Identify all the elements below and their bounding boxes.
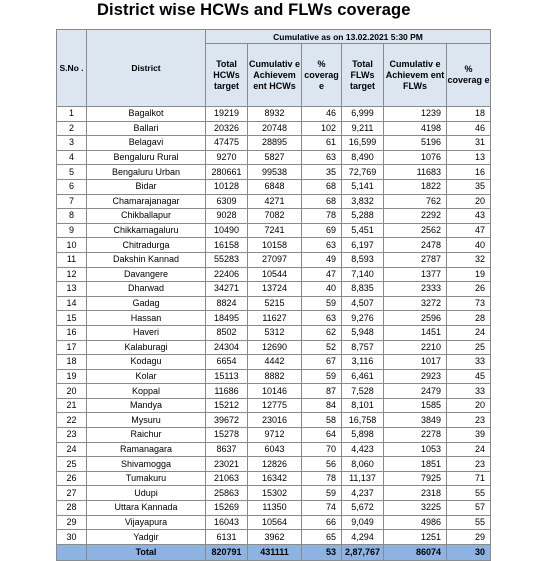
cell-hcw-target: 9028 <box>206 209 248 224</box>
table-row <box>57 398 491 413</box>
cell-hcw-coverage: 84 <box>302 398 342 413</box>
table-row <box>57 165 491 180</box>
cell-flw-achieved: 2787 <box>384 252 447 267</box>
cell-hcw-achieved: 15302 <box>248 486 302 501</box>
total-hcw-coverage: 53 <box>302 544 342 560</box>
cell-hcw-achieved: 28895 <box>248 136 302 151</box>
table-row <box>57 267 491 282</box>
cell-flw-coverage: 28 <box>447 311 491 326</box>
cell-hcw-target: 11686 <box>206 384 248 399</box>
cell-flw-coverage: 45 <box>447 369 491 384</box>
cell-flw-coverage: 16 <box>447 165 491 180</box>
coverage-table-wrapper <box>56 29 491 561</box>
cell-flw-coverage: 23 <box>447 413 491 428</box>
cell-hcw-target: 34271 <box>206 282 248 297</box>
table-row <box>57 238 491 253</box>
cell-sno: 19 <box>57 369 87 384</box>
cell-flw-target: 9,276 <box>342 311 384 326</box>
cell-hcw-coverage: 69 <box>302 223 342 238</box>
cell-sno: 17 <box>57 340 87 355</box>
table-row <box>57 282 491 297</box>
cell-hcw-coverage: 78 <box>302 209 342 224</box>
total-hcw-achieved: 431111 <box>248 544 302 560</box>
cell-flw-achieved: 11683 <box>384 165 447 180</box>
cell-flw-achieved: 2596 <box>384 311 447 326</box>
total-flw-target: 2,87,767 <box>342 544 384 560</box>
cell-hcw-coverage: 52 <box>302 340 342 355</box>
cell-flw-achieved: 4986 <box>384 515 447 530</box>
table-row <box>57 311 491 326</box>
cell-hcw-coverage: 56 <box>302 457 342 472</box>
cell-district: Shivamogga <box>87 457 206 472</box>
cell-flw-target: 8,490 <box>342 150 384 165</box>
cell-hcw-achieved: 7082 <box>248 209 302 224</box>
cell-flw-coverage: 46 <box>447 121 491 136</box>
cell-hcw-achieved: 3962 <box>248 530 302 545</box>
total-flw-coverage: 30 <box>447 544 491 560</box>
cell-hcw-achieved: 4442 <box>248 355 302 370</box>
cell-hcw-coverage: 87 <box>302 384 342 399</box>
cell-sno: 16 <box>57 325 87 340</box>
cell-district: Bagalkot <box>87 107 206 122</box>
cell-district: Bengaluru Rural <box>87 150 206 165</box>
cell-hcw-achieved: 11627 <box>248 311 302 326</box>
header-hcw-coverage: % coverag e <box>302 44 342 107</box>
cell-sno: 15 <box>57 311 87 326</box>
cell-flw-achieved: 2923 <box>384 369 447 384</box>
cell-hcw-achieved: 4271 <box>248 194 302 209</box>
page-title: District wise HCWs and FLWs coverage <box>97 1 411 19</box>
cell-sno: 29 <box>57 515 87 530</box>
cell-district: Davangere <box>87 267 206 282</box>
cell-flw-coverage: 24 <box>447 325 491 340</box>
cell-flw-target: 3,832 <box>342 194 384 209</box>
cell-hcw-coverage: 74 <box>302 501 342 516</box>
cell-hcw-target: 19219 <box>206 107 248 122</box>
header-sno: S.No . <box>57 30 87 107</box>
cell-flw-target: 6,999 <box>342 107 384 122</box>
cell-flw-achieved: 1076 <box>384 150 447 165</box>
cell-flw-coverage: 47 <box>447 223 491 238</box>
cell-flw-target: 16,599 <box>342 136 384 151</box>
cell-flw-target: 5,948 <box>342 325 384 340</box>
cell-hcw-coverage: 35 <box>302 165 342 180</box>
cell-district: Tumakuru <box>87 471 206 486</box>
table-row <box>57 194 491 209</box>
cell-flw-target: 8,060 <box>342 457 384 472</box>
cell-hcw-target: 8824 <box>206 296 248 311</box>
cell-flw-target: 7,528 <box>342 384 384 399</box>
cell-flw-achieved: 7925 <box>384 471 447 486</box>
cell-hcw-target: 15113 <box>206 369 248 384</box>
cell-hcw-target: 9270 <box>206 150 248 165</box>
cell-hcw-achieved: 11350 <box>248 501 302 516</box>
cell-hcw-coverage: 40 <box>302 282 342 297</box>
cell-district: Haveri <box>87 325 206 340</box>
cell-hcw-coverage: 67 <box>302 355 342 370</box>
cell-district: Mysuru <box>87 413 206 428</box>
cell-hcw-achieved: 99538 <box>248 165 302 180</box>
cell-hcw-achieved: 8932 <box>248 107 302 122</box>
cell-district: Kalaburagi <box>87 340 206 355</box>
cell-flw-achieved: 1851 <box>384 457 447 472</box>
cell-sno: 11 <box>57 252 87 267</box>
cell-hcw-target: 23021 <box>206 457 248 472</box>
table-row <box>57 501 491 516</box>
cell-hcw-coverage: 59 <box>302 486 342 501</box>
cell-hcw-achieved: 10564 <box>248 515 302 530</box>
cell-hcw-coverage: 63 <box>302 311 342 326</box>
table-row <box>57 355 491 370</box>
table-row <box>57 471 491 486</box>
cell-flw-achieved: 1239 <box>384 107 447 122</box>
cell-hcw-achieved: 12775 <box>248 398 302 413</box>
cell-flw-coverage: 20 <box>447 398 491 413</box>
cell-hcw-coverage: 58 <box>302 413 342 428</box>
cell-flw-target: 8,835 <box>342 282 384 297</box>
header-hcw-target: Total HCWs target <box>206 44 248 107</box>
cell-flw-coverage: 18 <box>447 107 491 122</box>
cell-hcw-coverage: 65 <box>302 530 342 545</box>
cell-flw-achieved: 2318 <box>384 486 447 501</box>
cell-sno: 24 <box>57 442 87 457</box>
table-row <box>57 223 491 238</box>
cell-hcw-coverage: 78 <box>302 471 342 486</box>
cell-sno: 7 <box>57 194 87 209</box>
cell-flw-achieved: 3225 <box>384 501 447 516</box>
cell-hcw-achieved: 12826 <box>248 457 302 472</box>
coverage-table <box>56 29 491 561</box>
cell-flw-achieved: 1585 <box>384 398 447 413</box>
cell-hcw-achieved: 12690 <box>248 340 302 355</box>
cell-hcw-coverage: 102 <box>302 121 342 136</box>
cell-hcw-target: 21063 <box>206 471 248 486</box>
header-hcw-achieved: Cumulativ e Achievem ent HCWs <box>248 44 302 107</box>
cell-flw-coverage: 55 <box>447 515 491 530</box>
table-row <box>57 428 491 443</box>
table-row <box>57 296 491 311</box>
cell-hcw-achieved: 9712 <box>248 428 302 443</box>
cell-hcw-target: 280661 <box>206 165 248 180</box>
cell-hcw-coverage: 49 <box>302 252 342 267</box>
cell-hcw-coverage: 62 <box>302 325 342 340</box>
header-flw-achieved: Cumulativ e Achievem ent FLWs <box>384 44 447 107</box>
cell-district: Bidar <box>87 179 206 194</box>
cell-sno: 10 <box>57 238 87 253</box>
cell-sno: 20 <box>57 384 87 399</box>
cell-district: Hassan <box>87 311 206 326</box>
cell-sno: 1 <box>57 107 87 122</box>
cell-flw-achieved: 2479 <box>384 384 447 399</box>
header-flw-coverage: % coverag e <box>447 44 491 107</box>
cell-hcw-target: 15269 <box>206 501 248 516</box>
table-row <box>57 530 491 545</box>
cell-hcw-target: 47475 <box>206 136 248 151</box>
cell-hcw-achieved: 27097 <box>248 252 302 267</box>
cell-district: Chitradurga <box>87 238 206 253</box>
table-row <box>57 209 491 224</box>
cell-sno: 13 <box>57 282 87 297</box>
cell-flw-target: 9,049 <box>342 515 384 530</box>
cell-flw-target: 8,757 <box>342 340 384 355</box>
cell-flw-target: 11,137 <box>342 471 384 486</box>
cell-hcw-target: 15278 <box>206 428 248 443</box>
cell-flw-achieved: 1053 <box>384 442 447 457</box>
cell-hcw-achieved: 10146 <box>248 384 302 399</box>
cell-hcw-target: 55283 <box>206 252 248 267</box>
cell-flw-achieved: 4198 <box>384 121 447 136</box>
cell-hcw-achieved: 5215 <box>248 296 302 311</box>
cell-hcw-coverage: 68 <box>302 194 342 209</box>
cell-hcw-target: 25863 <box>206 486 248 501</box>
table-row <box>57 252 491 267</box>
cell-sno: 22 <box>57 413 87 428</box>
table-row <box>57 515 491 530</box>
cell-hcw-target: 16158 <box>206 238 248 253</box>
table-row <box>57 179 491 194</box>
cell-hcw-coverage: 61 <box>302 136 342 151</box>
cell-flw-coverage: 57 <box>447 501 491 516</box>
table-row <box>57 107 491 122</box>
cell-flw-coverage: 32 <box>447 252 491 267</box>
cell-sno: 26 <box>57 471 87 486</box>
cell-flw-achieved: 2278 <box>384 428 447 443</box>
cell-flw-coverage: 39 <box>447 428 491 443</box>
cell-flw-target: 5,288 <box>342 209 384 224</box>
cell-sno: 27 <box>57 486 87 501</box>
cell-flw-achieved: 1451 <box>384 325 447 340</box>
cell-district: Koppal <box>87 384 206 399</box>
table-row <box>57 136 491 151</box>
cell-flw-achieved: 2210 <box>384 340 447 355</box>
cell-flw-achieved: 3272 <box>384 296 447 311</box>
cell-sno: 4 <box>57 150 87 165</box>
cell-flw-coverage: 23 <box>447 457 491 472</box>
cell-hcw-target: 18495 <box>206 311 248 326</box>
cell-hcw-target: 22406 <box>206 267 248 282</box>
cell-hcw-achieved: 23016 <box>248 413 302 428</box>
cell-flw-target: 5,898 <box>342 428 384 443</box>
cell-flw-target: 5,141 <box>342 179 384 194</box>
table-row <box>57 150 491 165</box>
cell-hcw-achieved: 13724 <box>248 282 302 297</box>
table-row <box>57 457 491 472</box>
cell-flw-coverage: 26 <box>447 282 491 297</box>
header-flw-target: Total FLWs target <box>342 44 384 107</box>
cell-hcw-coverage: 63 <box>302 150 342 165</box>
cell-flw-target: 4,507 <box>342 296 384 311</box>
cell-flw-coverage: 33 <box>447 355 491 370</box>
cell-hcw-achieved: 8882 <box>248 369 302 384</box>
cell-sno: 6 <box>57 179 87 194</box>
cell-flw-achieved: 2478 <box>384 238 447 253</box>
total-row <box>57 544 491 560</box>
cell-flw-coverage: 73 <box>447 296 491 311</box>
cell-sno: 28 <box>57 501 87 516</box>
cell-district: Uttara Kannada <box>87 501 206 516</box>
cell-flw-achieved: 2292 <box>384 209 447 224</box>
cell-sno: 23 <box>57 428 87 443</box>
cell-hcw-achieved: 10158 <box>248 238 302 253</box>
cell-district: Chikballapur <box>87 209 206 224</box>
total-flw-achieved: 86074 <box>384 544 447 560</box>
cell-flw-coverage: 31 <box>447 136 491 151</box>
cell-district: Udupi <box>87 486 206 501</box>
cell-sno: 3 <box>57 136 87 151</box>
cell-hcw-target: 6131 <box>206 530 248 545</box>
cell-flw-achieved: 1377 <box>384 267 447 282</box>
cell-hcw-achieved: 16342 <box>248 471 302 486</box>
cell-hcw-achieved: 5827 <box>248 150 302 165</box>
cell-flw-coverage: 55 <box>447 486 491 501</box>
cell-sno: 12 <box>57 267 87 282</box>
cell-flw-achieved: 3849 <box>384 413 447 428</box>
cell-hcw-coverage: 70 <box>302 442 342 457</box>
cell-hcw-target: 6654 <box>206 355 248 370</box>
cell-flw-target: 8,101 <box>342 398 384 413</box>
cell-district: Bengaluru Urban <box>87 165 206 180</box>
cell-district: Yadgir <box>87 530 206 545</box>
cell-hcw-coverage: 59 <box>302 296 342 311</box>
table-body <box>57 107 491 545</box>
cell-sno: 18 <box>57 355 87 370</box>
cell-flw-target: 7,140 <box>342 267 384 282</box>
cell-district: Chamarajanagar <box>87 194 206 209</box>
table-row <box>57 413 491 428</box>
cell-district: Ballari <box>87 121 206 136</box>
cell-hcw-target: 10128 <box>206 179 248 194</box>
cell-hcw-target: 20326 <box>206 121 248 136</box>
header-district: District <box>87 30 206 107</box>
table-row <box>57 442 491 457</box>
cell-hcw-achieved: 10544 <box>248 267 302 282</box>
cell-flw-achieved: 1017 <box>384 355 447 370</box>
cell-hcw-achieved: 7241 <box>248 223 302 238</box>
header-cumulative-caption: Cumulative as on 13.02.2021 5:30 PM <box>206 30 491 44</box>
cell-flw-coverage: 20 <box>447 194 491 209</box>
cell-flw-target: 3,116 <box>342 355 384 370</box>
cell-district: Ramanagara <box>87 442 206 457</box>
cell-sno: 14 <box>57 296 87 311</box>
cell-sno: 21 <box>57 398 87 413</box>
table-row <box>57 325 491 340</box>
cell-flw-target: 16,758 <box>342 413 384 428</box>
cell-sno: 9 <box>57 223 87 238</box>
cell-flw-target: 4,237 <box>342 486 384 501</box>
cell-district: Vijayapura <box>87 515 206 530</box>
cell-sno: 30 <box>57 530 87 545</box>
cell-flw-target: 6,197 <box>342 238 384 253</box>
cell-flw-coverage: 71 <box>447 471 491 486</box>
cell-district: Dharwad <box>87 282 206 297</box>
total-hcw-target: 820791 <box>206 544 248 560</box>
cell-hcw-achieved: 6848 <box>248 179 302 194</box>
cell-flw-achieved: 2562 <box>384 223 447 238</box>
cell-hcw-coverage: 63 <box>302 238 342 253</box>
cell-district: Chikkamagaluru <box>87 223 206 238</box>
cell-hcw-achieved: 20748 <box>248 121 302 136</box>
cell-hcw-target: 15212 <box>206 398 248 413</box>
cell-flw-coverage: 40 <box>447 238 491 253</box>
cell-hcw-achieved: 5312 <box>248 325 302 340</box>
cell-flw-coverage: 33 <box>447 384 491 399</box>
cell-hcw-coverage: 47 <box>302 267 342 282</box>
table-row <box>57 121 491 136</box>
cell-hcw-target: 10490 <box>206 223 248 238</box>
cell-hcw-target: 39672 <box>206 413 248 428</box>
cell-flw-achieved: 5196 <box>384 136 447 151</box>
cell-flw-achieved: 2333 <box>384 282 447 297</box>
cell-flw-target: 72,769 <box>342 165 384 180</box>
cell-hcw-target: 24304 <box>206 340 248 355</box>
cell-flw-target: 4,423 <box>342 442 384 457</box>
cell-flw-coverage: 13 <box>447 150 491 165</box>
cell-flw-achieved: 762 <box>384 194 447 209</box>
cell-hcw-achieved: 6043 <box>248 442 302 457</box>
cell-district: Kodagu <box>87 355 206 370</box>
cell-sno: 8 <box>57 209 87 224</box>
cell-district: Kolar <box>87 369 206 384</box>
cell-hcw-target: 8502 <box>206 325 248 340</box>
cell-hcw-coverage: 68 <box>302 179 342 194</box>
table-row <box>57 340 491 355</box>
cell-flw-coverage: 19 <box>447 267 491 282</box>
cell-hcw-coverage: 46 <box>302 107 342 122</box>
total-label: Total <box>87 544 206 560</box>
cell-district: Gadag <box>87 296 206 311</box>
cell-flw-target: 9,211 <box>342 121 384 136</box>
cell-district: Dakshin Kannad <box>87 252 206 267</box>
cell-flw-coverage: 29 <box>447 530 491 545</box>
cell-district: Mandya <box>87 398 206 413</box>
table-row <box>57 369 491 384</box>
cell-sno: 25 <box>57 457 87 472</box>
cell-sno: 2 <box>57 121 87 136</box>
cell-district: Belagavi <box>87 136 206 151</box>
cell-sno: 5 <box>57 165 87 180</box>
cell-flw-coverage: 35 <box>447 179 491 194</box>
cell-flw-achieved: 1822 <box>384 179 447 194</box>
cell-flw-coverage: 24 <box>447 442 491 457</box>
cell-hcw-coverage: 64 <box>302 428 342 443</box>
cell-district: Raichur <box>87 428 206 443</box>
cell-hcw-target: 8637 <box>206 442 248 457</box>
cell-flw-target: 5,451 <box>342 223 384 238</box>
table-header <box>57 30 491 107</box>
cell-flw-achieved: 1251 <box>384 530 447 545</box>
cell-hcw-coverage: 59 <box>302 369 342 384</box>
cell-flw-target: 8,593 <box>342 252 384 267</box>
table-row <box>57 486 491 501</box>
cell-flw-coverage: 25 <box>447 340 491 355</box>
cell-hcw-target: 6309 <box>206 194 248 209</box>
cell-hcw-coverage: 66 <box>302 515 342 530</box>
cell-flw-coverage: 43 <box>447 209 491 224</box>
cell-flw-target: 6,461 <box>342 369 384 384</box>
cell-flw-target: 5,672 <box>342 501 384 516</box>
table-row <box>57 384 491 399</box>
cell-flw-target: 4,294 <box>342 530 384 545</box>
cell-hcw-target: 16043 <box>206 515 248 530</box>
